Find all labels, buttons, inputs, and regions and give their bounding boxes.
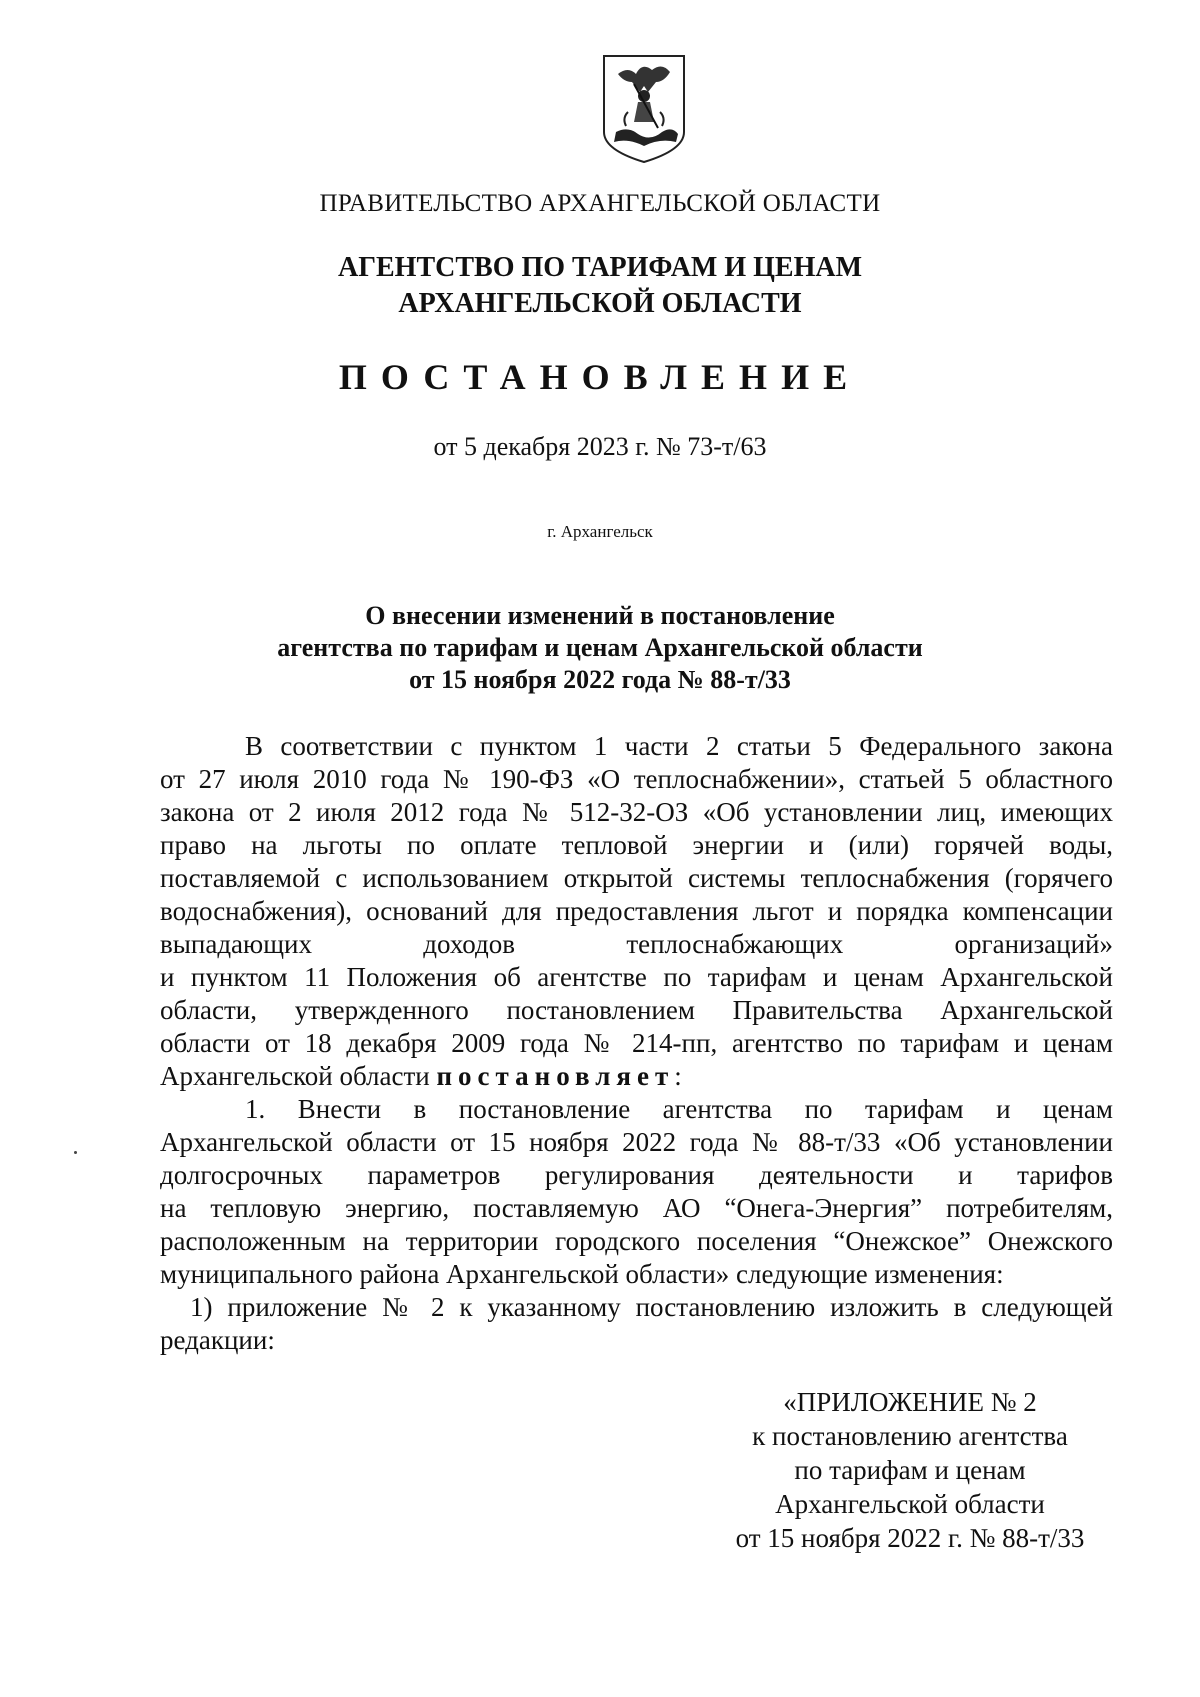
appendix-line: «ПРИЛОЖЕНИЕ № 2 [783,1387,1037,1417]
resolves-word: постановляет [436,1061,675,1091]
subitem1-line: редакции: [160,1325,275,1355]
preamble-last-prefix: Архангельской области [160,1061,437,1091]
preamble-line: водоснабжения), оснований для предоставления льгот и порядка компенсации [160,896,1113,926]
appendix-heading [650,1385,1170,1555]
subject-line: агентства по тарифам и ценам Архангельской области [277,633,923,662]
appendix-line: по тарифам и ценам [794,1455,1026,1485]
subject-line: от 15 ноября 2022 года № 88-т/33 [409,665,791,694]
item1-line: расположенным на территории городского поселения “Онежское” Онежского [160,1226,1113,1256]
scan-artifact-dot [74,1151,77,1154]
preamble-line: закона от 2 июля 2012 года № 512-32-ОЗ «Об установлении лиц, имеющих [160,797,1113,827]
agency-title-line: АРХАНГЕЛЬСКОЙ ОБЛАСТИ [398,288,802,319]
preamble-line: право на льготы по оплате тепловой энергии и (или) горячей воды, [160,830,1113,860]
item1-line: 1. Внести в постановление агентства по тарифам и ценам [245,1094,1113,1124]
subject-line: О внесении изменений в постановление [365,601,835,630]
appendix-line: к постановлению агентства [752,1421,1068,1451]
agency-title-line: АГЕНТСТВО ПО ТАРИФАМ И ЦЕНАМ [337,252,863,283]
document-city: г. Архангельск [547,522,653,541]
subitem1-line: 1) приложение № 2 к указанному постановлению изложить в следующей [190,1292,1113,1322]
preamble-line: поставляемой с использованием открытой системы теплоснабжения (горячего [160,863,1113,893]
preamble-last-line [160,1060,1113,1093]
item1-line: муниципального района Архангельской области» следующие изменения: [160,1259,1004,1289]
document-date-number: от 5 декабря 2023 г. № 73-т/63 [433,432,767,461]
appendix-line: от 15 ноября 2022 г. № 88-т/33 [735,1523,1085,1553]
government-title: ПРАВИТЕЛЬСТВО АРХАНГЕЛЬСКОЙ ОБЛАСТИ [319,190,881,217]
item1-line: на тепловую энергию, поставляемую АО “Онега-Энергия” потребителям, [160,1193,1113,1223]
document-subject [0,600,1200,696]
preamble-last-suffix: : [674,1061,682,1091]
preamble-line: области от 18 декабря 2009 года № 214-пп, агентство по тарифам и ценам [160,1028,1113,1058]
preamble-line: от 27 июля 2010 года № 190-ФЗ «О теплоснабжении», статьей 5 областного [160,764,1113,794]
preamble-line: области, утвержденного постановлением Правительства Архангельской [160,995,1113,1025]
agency-title [0,250,1200,322]
item1-line: долгосрочных параметров регулирования деятельности и тарифов [160,1160,1113,1190]
coat-of-arms-emblem [598,52,690,164]
preamble-line: выпадающих доходов теплоснабжающих организаций» [160,929,1113,959]
appendix-line: Архангельской области [775,1489,1045,1519]
preamble-line: В соответствии с пунктом 1 части 2 статьи 5 Федерального закона [245,731,1113,761]
preamble-line: и пунктом 11 Положения об агентстве по тарифам и ценам Архангельской [160,962,1113,992]
document-type: ПОСТАНОВЛЕНИЕ [338,357,862,397]
item1-line: Архангельской области от 15 ноября 2022 года № 88-т/33 «Об установлении [160,1127,1113,1157]
document-body [160,730,1113,1357]
